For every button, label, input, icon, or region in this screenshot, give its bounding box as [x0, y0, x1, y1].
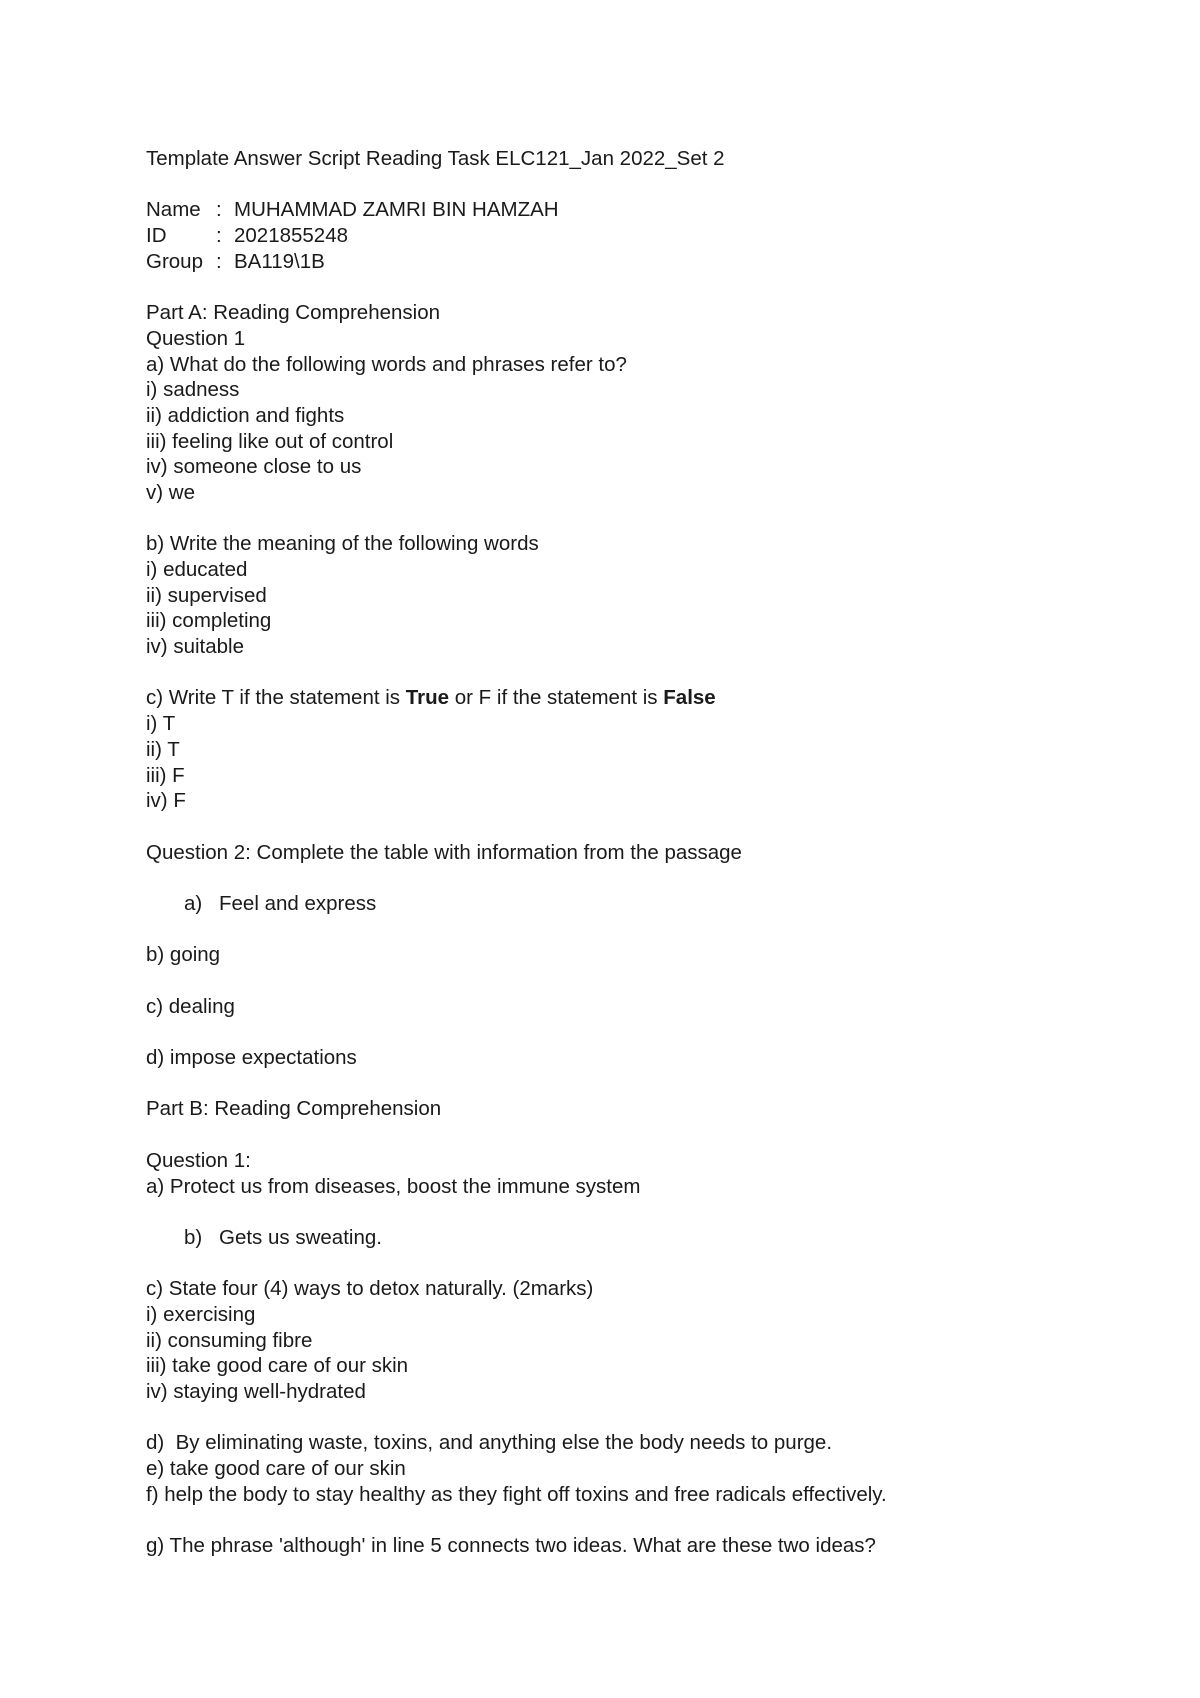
pb-q1f-answer: f) help the body to stay healthy as they fight off toxins and free radicals effectively.: [146, 1482, 887, 1506]
pb-q1c-prompt: c) State four (4) ways to detox naturally. (2marks): [146, 1277, 594, 1301]
pb-q1e-answer: e) take good care of our skin: [146, 1457, 406, 1481]
q2a-answer: a) Feel and express: [184, 891, 377, 915]
q1b-answer: ii) supervised: [146, 583, 267, 607]
document-title: Template Answer Script Reading Task ELC121_Jan 2022_Set 2: [146, 147, 725, 170]
part-a-question-2-heading: Question 2: Complete the table with information from the passage: [146, 840, 742, 864]
q1c-answer: iv) F: [146, 789, 186, 813]
q1a-answer: ii) addiction and fights: [146, 403, 345, 427]
pb-q1c-answer: i) exercising: [146, 1302, 256, 1326]
true-keyword: True: [405, 686, 450, 710]
q1a-answer: iii) feeling like out of control: [146, 429, 394, 453]
pb-q1c-answer: iv) staying well-hydrated: [146, 1380, 366, 1403]
part-b-question-1-heading: Question 1:: [146, 1148, 251, 1172]
part-b-heading: Part B: Reading Comprehension: [146, 1097, 442, 1121]
pb-q1b-answer: b) Gets us sweating.: [184, 1225, 382, 1249]
q1a-answer: iv) someone close to us: [146, 455, 362, 479]
pb-q1a-answer: a) Protect us from diseases, boost the immune system: [146, 1174, 641, 1198]
part-a-heading: Part A: Reading Comprehension: [146, 301, 441, 325]
pb-q1g-prompt: g) The phrase 'although' in line 5 connects two ideas. What are these two ideas?: [146, 1534, 876, 1558]
answer-script-document: [146, 146, 1126, 1559]
student-id-row: ID : 2021855248: [146, 224, 349, 248]
student-name: MUHAMMAD ZAMRI BIN HAMZAH: [234, 198, 559, 222]
q2c-answer: c) dealing: [146, 994, 235, 1018]
part-a-question-1-heading: Question 1: [146, 326, 246, 350]
student-name-row: Name : MUHAMMAD ZAMRI BIN HAMZAH: [146, 198, 559, 222]
q1b-answer: iv) suitable: [146, 635, 244, 659]
q1b-prompt: b) Write the meaning of the following words: [146, 532, 539, 556]
student-id: 2021855248: [234, 224, 349, 248]
student-group: BA119\1B: [234, 249, 325, 273]
pb-q1c-answer: iii) take good care of our skin: [146, 1354, 409, 1378]
pb-q1c-answer: ii) consuming fibre: [146, 1328, 313, 1352]
q1a-answer: i) sadness: [146, 378, 240, 402]
q1c-answer: i) T: [146, 712, 176, 736]
pb-q1d-answer: d) By eliminating waste, toxins, and anything else the body needs to purge.: [146, 1431, 833, 1455]
q1b-answer: iii) completing: [146, 609, 272, 633]
q1b-answer: i) educated: [146, 558, 248, 581]
q2d-answer: d) impose expectations: [146, 1046, 357, 1070]
q2b-answer: b) going: [146, 943, 221, 967]
q1c-prompt: c) Write T if the statement is True or F if the statement is False: [146, 686, 716, 710]
q1c-answer: ii) T: [146, 737, 180, 761]
q1c-answer: iii) F: [146, 763, 185, 787]
student-group-row: Group : BA119\1B: [146, 249, 325, 273]
false-keyword: False: [663, 686, 716, 710]
q1a-answer: v) we: [146, 480, 195, 504]
q1a-prompt: a) What do the following words and phrases refer to?: [146, 352, 627, 376]
